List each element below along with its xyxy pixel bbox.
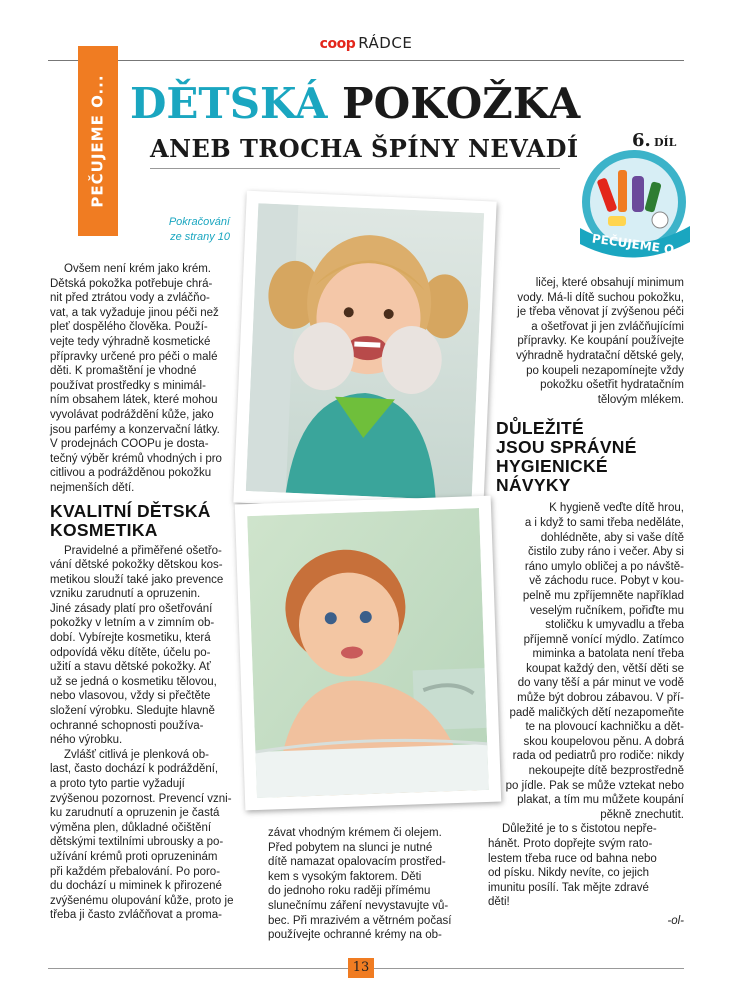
text-column-2 bbox=[268, 826, 468, 943]
text-line: last, často dochází k podráždění, bbox=[50, 763, 219, 776]
text-line: Jiné zásady platí pro ošetřování bbox=[50, 602, 213, 615]
text-column-3 bbox=[488, 276, 684, 929]
text-line: přípravky určené pro péči o malé bbox=[50, 350, 218, 363]
text-line: používat prostředky s minimál- bbox=[50, 379, 206, 392]
text-line: dohlédněte, aby si vaše dítě bbox=[540, 531, 684, 544]
text-line: citlivou a podrážděnou pokožku bbox=[50, 467, 212, 480]
heading-hygiene-habits bbox=[496, 419, 684, 495]
text-line: vě záchodu ruce. Pobyt v kou- bbox=[529, 575, 684, 588]
badge-label: PEČUJEME O... bbox=[591, 231, 689, 259]
text-line: při každém přebalování. Po poro- bbox=[50, 865, 221, 878]
text-line: do jednoho roku raději přímému bbox=[268, 885, 431, 898]
text-line: te na plovoucí kachničku a dět- bbox=[525, 721, 684, 734]
text-line: používejte ochranné krémy na ob- bbox=[268, 929, 442, 942]
text-line: nekoupejte dítě bezprostředně bbox=[528, 765, 684, 778]
coop-logo: coop bbox=[319, 36, 356, 52]
continuation-note: Pokračování ze strany 10 bbox=[168, 216, 230, 243]
text-line: stoličku k umyvadlu a třeba bbox=[545, 619, 684, 632]
text-line: pokožku ošetřit hydratačním bbox=[540, 379, 684, 392]
col3-paragraph-1 bbox=[488, 276, 684, 407]
text-line: a ošetřovat ji jen zvláčňujícími bbox=[531, 320, 684, 333]
col3-paragraph-3 bbox=[488, 822, 684, 910]
text-line: od písku. Nikdy nevíte, co jejich bbox=[488, 867, 650, 880]
text-line: V prodejnách COOPu je dosta- bbox=[50, 438, 209, 451]
text-line: ku zarudnutí a opruzenin je častá bbox=[50, 807, 220, 820]
text-line: metikou slouží také jako prevence bbox=[50, 573, 224, 586]
text-line: pleť dospělého člověka. Použí- bbox=[50, 321, 208, 334]
text-line: miminka a batolata není třeba bbox=[532, 648, 684, 661]
text-line: odpovídá věku dítěte, účelu po- bbox=[50, 646, 211, 659]
text-line: lestem třeba ruce od bahna nebo bbox=[488, 852, 657, 865]
title-word-1: DĚTSKÁ bbox=[130, 79, 328, 128]
text-line: Pravidelné a přiměřené ošetřo- bbox=[64, 544, 222, 557]
text-line: HYGIENICKÉ bbox=[496, 456, 608, 477]
text-line: Důležité je to s čistotou nepře- bbox=[502, 823, 657, 836]
text-line: ráno umylo obličej a po návště- bbox=[524, 560, 684, 573]
text-line: ličej, které obsahují minimum bbox=[535, 277, 684, 289]
text-line: skou koupelovou pěnu. A dobrá bbox=[523, 735, 684, 748]
text-line: vody. Má-li dítě suchou pokožku, bbox=[517, 291, 684, 304]
text-line: nit před ztrátou vody a zvláčňo- bbox=[50, 292, 210, 305]
text-line: výhradně hydratační dětské gely, bbox=[516, 349, 684, 362]
photo-baby-in-bath bbox=[235, 496, 502, 811]
text-line: už se jedná o kosmetiku tělovou, bbox=[50, 675, 217, 688]
text-line: KVALITNÍ DĚTSKÁ bbox=[50, 500, 211, 521]
series-badge bbox=[572, 130, 700, 270]
page-number: 13 bbox=[348, 958, 374, 978]
text-line: závat vhodným krémem či olejem. bbox=[268, 827, 442, 839]
text-line: zvýšenou pozornost. Prevencí vzni- bbox=[50, 792, 232, 805]
article-title bbox=[130, 80, 610, 128]
text-line: ného výrobku. bbox=[50, 734, 123, 747]
article-subtitle: ANEB TROCHA ŠPÍNY NEVADÍ bbox=[150, 134, 579, 163]
text-line: vejte tedy výhradně kosmetické bbox=[50, 335, 211, 348]
text-line: po jídle. Pak se může vztekat nebo bbox=[505, 779, 684, 792]
radce-logo-text: RÁDCE bbox=[358, 34, 413, 52]
text-line: příjemně vonící mýdlo. Zatímco bbox=[523, 633, 684, 646]
text-line: dítě namazat opalovacím prostřed- bbox=[268, 856, 446, 869]
badge-part-number: 6. bbox=[632, 130, 651, 151]
text-line: dětskými textilními ubrousky a po- bbox=[50, 836, 224, 849]
text-line: děti. K promaštění je vhodné bbox=[50, 365, 197, 378]
text-line: a proto tyto partie vyžadují bbox=[50, 778, 185, 790]
text-line: jsou parfémy a konzervační látky. bbox=[50, 423, 220, 436]
text-column-1 bbox=[50, 262, 240, 923]
title-word-2: POKOŽKA bbox=[342, 79, 581, 128]
text-line: Zvlášť citlivá je plenková ob- bbox=[64, 748, 209, 761]
badge-part-word: DÍL bbox=[654, 136, 677, 149]
text-line: Ovšem není krém jako krém. bbox=[64, 263, 211, 275]
text-line: padě maličkých dětí nezapomeňte bbox=[509, 706, 684, 719]
text-line: pěkně znechutit. bbox=[600, 808, 684, 821]
text-line: složení výrobku. Sledujte hlavně bbox=[50, 705, 215, 718]
text-line: vzniku zarudnutí a opruzenin. bbox=[50, 588, 201, 601]
col2-paragraph-1 bbox=[268, 826, 468, 943]
heading-cosmetics bbox=[50, 502, 240, 540]
text-line: dobí. Vybírejte kosmetiku, která bbox=[50, 632, 211, 645]
text-line: děti! bbox=[488, 896, 510, 909]
text-line: rada od pediatrů pro rodiče: nikdy bbox=[512, 750, 684, 763]
text-line: pokožky v letním a v zimním ob- bbox=[50, 617, 215, 630]
text-line: koupat každý den, větší děti se bbox=[526, 662, 684, 675]
col1-paragraph-2 bbox=[50, 544, 240, 748]
text-line: vat, a tak vyžaduje jinou péči než bbox=[50, 306, 219, 319]
text-line: DŮLEŽITÉ bbox=[496, 418, 584, 439]
col1-paragraph-1 bbox=[50, 262, 240, 496]
photo-girl-washing-hands bbox=[233, 191, 496, 514]
col3-paragraph-2 bbox=[488, 501, 684, 822]
text-line: čistilo zuby ráno i večer. Aby si bbox=[528, 546, 684, 559]
text-line: třeba ji často zvláčňovat a proma- bbox=[50, 909, 222, 922]
text-line: po koupeli nezapomínejte vždy bbox=[526, 364, 684, 377]
text-line: JSOU SPRÁVNÉ bbox=[496, 437, 637, 458]
text-line: NÁVYKY bbox=[496, 475, 571, 496]
text-line: může být dobrou zábavou. V pří- bbox=[517, 692, 684, 705]
text-line: ním obsahem látek, které mohou bbox=[50, 394, 218, 407]
text-line: užívání krémů proti opruzeninám bbox=[50, 850, 218, 863]
text-line: KOSMETIKA bbox=[50, 519, 158, 540]
text-line: nejmenších dětí. bbox=[50, 481, 135, 494]
header-divider bbox=[48, 60, 684, 61]
author-signature: -ol- bbox=[667, 914, 684, 927]
text-line: Dětská pokožka potřebuje chrá- bbox=[50, 277, 213, 290]
text-line: zvýšenému olupování kůže, proto je bbox=[50, 894, 234, 907]
text-line: vyvolávat podráždění kůže, jako bbox=[50, 408, 214, 421]
text-line: výměna plen, důkladné očištění bbox=[50, 821, 212, 834]
text-line: tělovým mlékem. bbox=[597, 393, 684, 406]
text-line: Před pobytem na slunci je nutné bbox=[268, 841, 433, 854]
text-line: přípravky. Ke koupání používejte bbox=[517, 335, 684, 348]
text-line: bec. Při mrazivém a větrném počasí bbox=[268, 914, 452, 927]
text-line: plakat, a tím mu můžete koupání bbox=[517, 794, 684, 807]
text-line: veselým ručníkem, pořiďte mu bbox=[529, 604, 684, 617]
subtitle-divider bbox=[150, 168, 560, 169]
text-line: do vany těší a pár minut ve vodě bbox=[517, 677, 684, 690]
text-line: K hygieně veďte dítě hrou, bbox=[549, 502, 684, 515]
text-line: hánět. Proto dopřejte svým rato- bbox=[488, 838, 653, 850]
section-tab-label: PEČUJEME O... bbox=[89, 74, 108, 208]
text-line: nebo vlasovou, vždy si přečtěte bbox=[50, 690, 211, 703]
text-line: kem s vysokým faktorem. Děti bbox=[268, 870, 422, 883]
text-line: je třeba věnovat jí zvýšenou péči bbox=[517, 306, 684, 319]
col1-paragraph-3 bbox=[50, 748, 240, 923]
text-line: pelně mu zpříjemněte například bbox=[522, 589, 684, 602]
text-line: tečný výběr krémů vhodných i pro bbox=[50, 452, 222, 465]
text-line: slunečnímu záření nevystavujte vů- bbox=[268, 899, 449, 912]
text-line: a i když to sami třeba neděláte, bbox=[524, 516, 684, 529]
text-line: vání dětské pokožky dětskou kos- bbox=[50, 559, 223, 572]
text-line: du dochází u miminek k přirozené bbox=[50, 880, 222, 893]
text-line: imunitu posílí. Tak mějte zdravé bbox=[488, 881, 649, 894]
text-line: užití a stavu dětské pokožky. Ať bbox=[50, 661, 211, 674]
text-line: ochranné schopnosti používa- bbox=[50, 719, 204, 732]
